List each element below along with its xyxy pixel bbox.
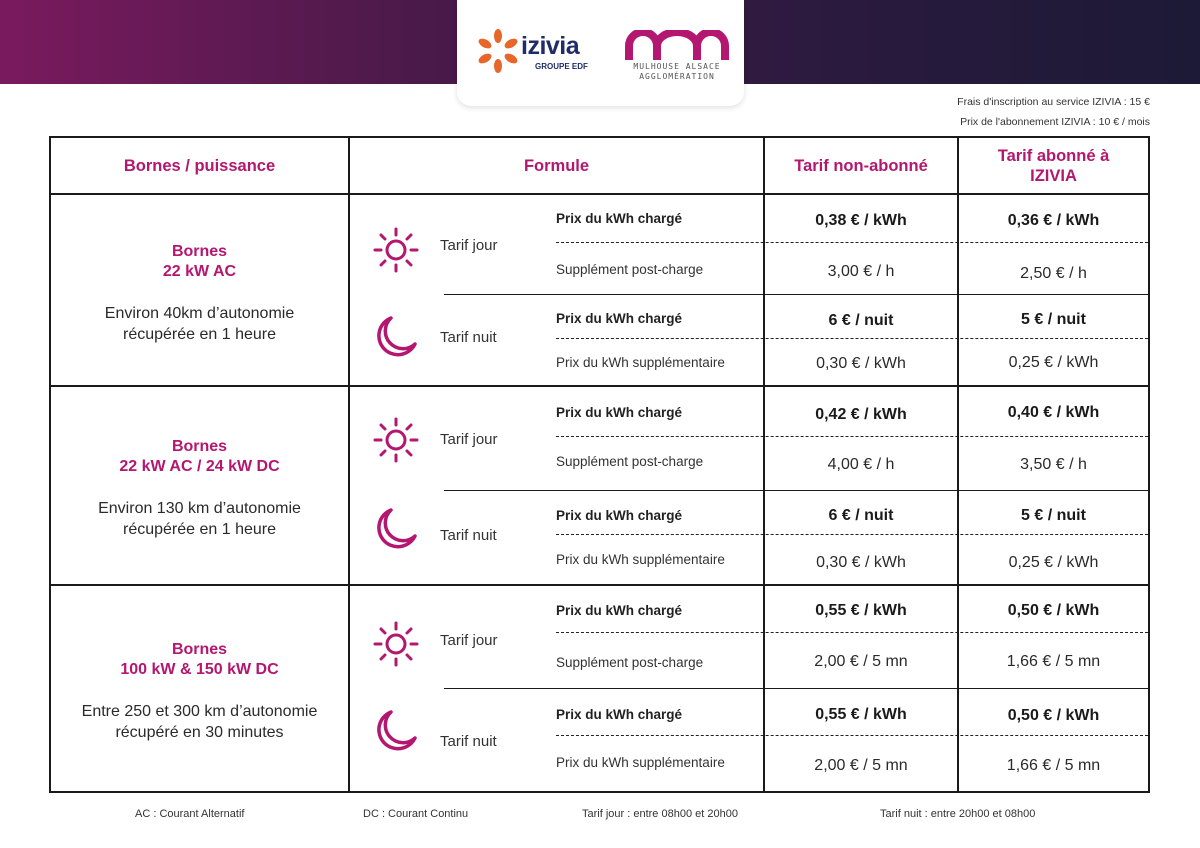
group1-night-label: Tarif nuit [440, 329, 497, 346]
group2-title-line2: 22 kW AC / 24 kW DC [119, 458, 280, 475]
group3-night-label: Tarif nuit [440, 733, 497, 750]
group1-title-line2: 22 kW AC [162, 263, 237, 280]
moon-icon [371, 312, 421, 362]
dashed-divider [556, 436, 1148, 437]
fees-info [957, 92, 1150, 132]
group2-desc-line2: récupérée en 1 heure [123, 521, 276, 538]
footer-ac: AC : Courant Alternatif [135, 808, 245, 820]
sun-icon [371, 415, 421, 465]
group2-day-na1: 0,42 € / kWh [815, 406, 907, 423]
sun-icon [371, 619, 421, 669]
group1-desc-line1: Environ 40km d’autonomie [104, 305, 295, 322]
group2-title [51, 437, 348, 477]
group2-night-row2: Prix du kWh supplémentaire [556, 552, 725, 567]
group1-day-na2: 3,00 € / h [827, 263, 895, 280]
group3-day-label: Tarif jour [440, 632, 498, 649]
group2-desc [51, 498, 348, 540]
group3-night-ab2: 1,66 € / 5 mn [1006, 757, 1101, 774]
group3-day-row1: Prix du kWh chargé [556, 603, 683, 618]
izivia-wordmark: izivia [521, 32, 580, 60]
group3-desc-line1: Entre 250 et 300 km d’autonomie [81, 703, 318, 720]
header-abonne [959, 138, 1148, 193]
group1-day-label: Tarif jour [440, 237, 498, 254]
header-abonne-line1: Tarif abonné à [997, 146, 1110, 165]
subrow-divider [444, 490, 1148, 491]
group3-day-row2: Supplément post-charge [556, 655, 704, 670]
moon-icon [371, 706, 421, 756]
group2-title-line1: Bornes [171, 438, 228, 455]
dashed-divider [556, 534, 1148, 535]
row-divider [51, 584, 1148, 586]
dashed-divider [556, 242, 1148, 243]
group2-night-ab1: 5 € / nuit [1021, 507, 1086, 524]
group2-day-ab2: 3,50 € / h [1020, 456, 1087, 473]
subrow-divider [444, 688, 1148, 689]
group3-title [51, 640, 348, 680]
group2-day-na2: 4,00 € / h [827, 456, 895, 473]
logo-card [457, 0, 744, 106]
group3-night-na2: 2,00 € / 5 mn [814, 757, 908, 774]
group3-night-row1: Prix du kWh chargé [556, 707, 683, 722]
row-divider [51, 193, 1148, 195]
dashed-divider [556, 632, 1148, 633]
izivia-subtitle: GROUPE EDF [535, 62, 588, 71]
group3-title-line2: 100 kW & 150 kW DC [120, 661, 279, 678]
group2-night-row1: Prix du kWh chargé [556, 508, 683, 523]
group1-day-ab1: 0,36 € / kWh [1007, 212, 1100, 229]
group2-day-row1: Prix du kWh chargé [556, 405, 683, 420]
group1-night-ab2: 0,25 € / kWh [1008, 354, 1099, 371]
group1-day-row1: Prix du kWh chargé [556, 211, 683, 226]
group1-night-na2: 0,30 € / kWh [816, 355, 906, 372]
header-non-abonne: Tarif non-abonné [794, 156, 928, 175]
group3-day-na2: 2,00 € / 5 mn [814, 653, 908, 670]
group3-title-line1: Bornes [171, 641, 228, 658]
group1-title [51, 242, 348, 282]
group3-day-na1: 0,55 € / kWh [815, 602, 907, 619]
dashed-divider [556, 735, 1148, 736]
group1-night-na1: 6 € / nuit [828, 312, 894, 329]
row-divider [51, 385, 1148, 387]
footer-nuit: Tarif nuit : entre 20h00 et 08h00 [880, 808, 1036, 820]
group1-night-ab1: 5 € / nuit [1021, 311, 1086, 328]
izivia-mark-icon [475, 28, 521, 74]
group1-desc-line2: récupérée en 1 heure [123, 326, 276, 343]
group3-desc [51, 701, 348, 743]
group2-day-ab1: 0,40 € / kWh [1007, 404, 1100, 421]
group3-desc-line2: récupéré en 30 minutes [115, 724, 284, 741]
group2-desc-line1: Environ 130 km d’autonomie [98, 500, 301, 517]
col-divider [348, 138, 350, 791]
dashed-divider [556, 338, 1148, 339]
group2-night-na2: 0,30 € / kWh [816, 554, 906, 571]
group1-day-na1: 0,38 € / kWh [815, 212, 907, 229]
m2a-logo [625, 30, 729, 90]
group3-night-row2: Prix du kWh supplémentaire [556, 755, 725, 770]
group2-night-ab2: 0,25 € / kWh [1008, 554, 1099, 571]
group2-night-label: Tarif nuit [440, 527, 497, 544]
group2-day-label: Tarif jour [440, 431, 498, 448]
sun-icon [371, 225, 421, 275]
tariff-table [49, 136, 1150, 793]
group1-desc [51, 303, 348, 345]
group2-day-row2: Supplément post-charge [556, 454, 704, 469]
group1-day-ab2: 2,50 € / h [1020, 265, 1087, 282]
m2a-mark-icon [625, 30, 729, 62]
izivia-logo [475, 28, 593, 78]
header-bornes: Bornes / puissance [123, 156, 276, 175]
group3-night-na1: 0,55 € / kWh [815, 706, 907, 723]
footer-dc: DC : Courant Continu [363, 808, 469, 820]
group2-night-na1: 6 € / nuit [828, 507, 894, 524]
group1-night-row2: Prix du kWh supplémentaire [556, 355, 725, 370]
header-formule: Formule [523, 156, 590, 175]
subrow-divider [444, 294, 1148, 295]
group3-night-ab1: 0,50 € / kWh [1007, 707, 1100, 724]
group1-day-row2: Supplément post-charge [556, 262, 704, 277]
m2a-line1: MULHOUSE ALSACE [633, 62, 721, 71]
fee-abonnement: Prix de l'abonnement IZIVIA : 10 € / mois [960, 116, 1150, 128]
m2a-line2: AGGLOMÉRATION [639, 72, 715, 81]
fee-inscription: Frais d'inscription au service IZIVIA : 15 € [957, 96, 1150, 108]
moon-icon [371, 504, 421, 554]
group3-day-ab2: 1,66 € / 5 mn [1006, 653, 1101, 670]
group1-night-row1: Prix du kWh chargé [556, 311, 683, 326]
group3-day-ab1: 0,50 € / kWh [1007, 602, 1100, 619]
header-abonne-line2: IZIVIA [1030, 166, 1077, 185]
group1-title-line1: Bornes [171, 243, 228, 260]
footer-jour: Tarif jour : entre 08h00 et 20h00 [582, 808, 738, 820]
